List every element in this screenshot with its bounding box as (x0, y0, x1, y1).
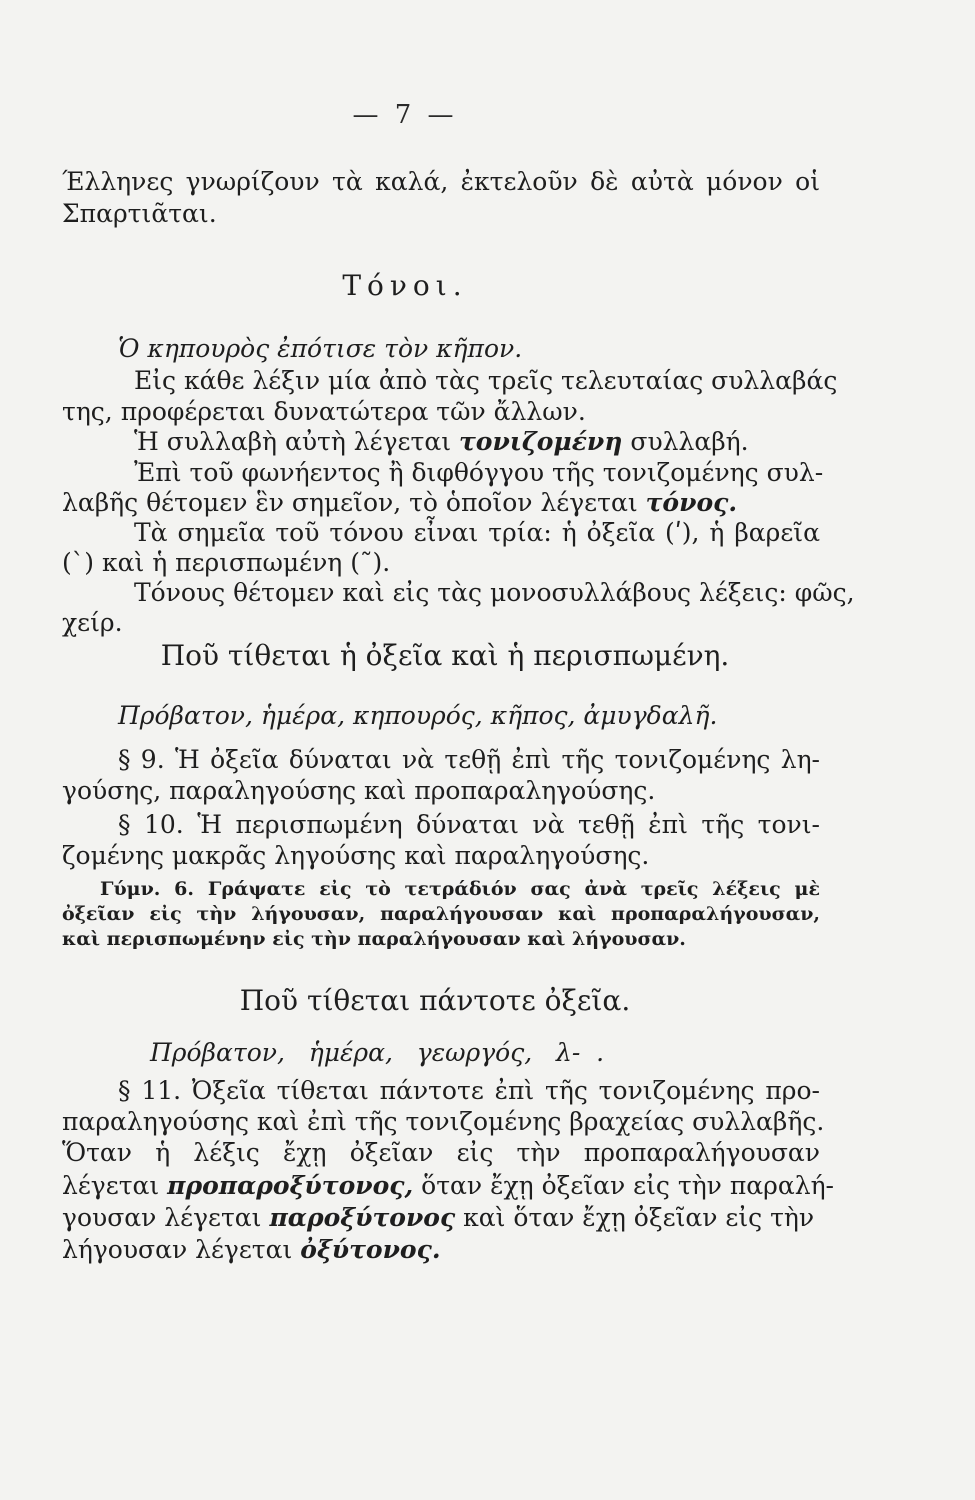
term-proparoxytonos: προπαροξύτονος, (167, 1171, 414, 1200)
paragraph-11-line-4 (62, 1170, 834, 1202)
example-words: Πρόβατον, ἡμέρα, κηπουρός, κῆπος, ἀμυγδαλῆ. (118, 701, 718, 730)
paragraph-9-line-1: § 9. Ἡ ὀξεῖα δύναται νὰ τεθῇ ἐπὶ τῆς τονιζομένης λη- (118, 745, 820, 774)
exercise-6-line-1: Γύμν. 6. Γράψατε εἰς τὸ τετράδιόν σας ἀνὰ τρεῖς λέξεις μὲ (100, 878, 820, 900)
line-6-start: λήγουσαν λέγεται (62, 1235, 293, 1264)
paragraph-10-line-2: ζομένης μακρᾶς ληγούσης καὶ παραληγούσης. (62, 841, 650, 870)
term-oxytonos: ὀξύτονος. (300, 1235, 441, 1264)
tonoi-line-6: Τὰ σημεῖα τοῦ τόνου εἶναι τρία: ἡ ὀξεῖα (ʹ), ἡ βαρεῖα (134, 518, 820, 547)
section-heading-pou: Ποῦ τίθεται ἡ ὀξεῖα καὶ ἡ περισπωμένη. (160, 639, 730, 672)
section-heading-pantote: Ποῦ τίθεται πάντοτε ὀξεῖα. (239, 984, 631, 1017)
line-4-start: λέγεται (62, 1171, 160, 1200)
term-paroxytonos: παροξύτονος (269, 1203, 456, 1232)
tonoi-line-7: (ˋ) καὶ ἡ περισπωμένη (῀). (62, 548, 391, 577)
exercise-6-line-3: καὶ περισπωμένην εἰς τὴν παραλήγουσαν καὶ λήγουσαν. (62, 928, 686, 950)
paragraph-11-line-3: Ὅταν ἡ λέξις ἔχῃ ὀξεῖαν εἰς τὴν προπαραλήγουσαν (62, 1138, 820, 1167)
paragraph-11-line-5 (62, 1202, 820, 1234)
intro-line-1: Έλληνες γνωρίζουν τὰ καλά, ἐκτελοῦν δὲ αὐτὰ μόνον οἱ (62, 167, 820, 196)
term-tonos: τόνος. (645, 488, 738, 517)
paragraph-11-line-6 (62, 1234, 820, 1266)
line-4-end: ὅταν ἔχῃ ὀξεῖαν εἰς τὴν παραλή- (421, 1171, 834, 1200)
tonoi-line-8: Τόνους θέτομεν καὶ εἰς τὰς μονοσυλλάβους λέξεις: φῶς, (134, 578, 855, 607)
section-heading-tonoi: Τόνοι. (342, 269, 468, 302)
paragraph-11-line-1: § 11. Ὀξεῖα τίθεται πάντοτε ἐπὶ τῆς τονιζομένης προ- (118, 1076, 820, 1105)
tonoi-line-3 (134, 426, 820, 458)
term-tonizomeni: τονιζομένη (458, 427, 623, 456)
tonoi-line-3-end: συλλαβή. (630, 427, 749, 456)
tonoi-line-5-text: λαβῆς θέτομεν ἓν σημεῖον, τὸ ὁποῖον λέγεται (62, 488, 638, 517)
paragraph-11-line-2: παραληγούσης καὶ ἐπὶ τῆς τονιζομένης βραχείας συλλαβῆς. (62, 1107, 825, 1136)
line-5-end: καὶ ὅταν ἔχῃ ὀξεῖαν εἰς τὴν (463, 1203, 815, 1232)
paragraph-9-line-2: γούσης, παραληγούσης καὶ προπαραληγούσης. (62, 776, 656, 805)
tonoi-line-5 (62, 487, 820, 519)
page-number: — 7 — (352, 100, 458, 130)
intro-line-2: Σπαρτιᾶται. (62, 199, 217, 228)
tonoi-line-9: χείρ. (62, 608, 123, 637)
paragraph-10-line-1: § 10. Ἡ περισπωμένη δύναται νὰ τεθῇ ἐπὶ τῆς τονι- (118, 810, 820, 839)
tonoi-line-2: της, προφέρεται δυνατώτερα τῶν ἄλλων. (62, 397, 586, 426)
line-5-start: γουσαν λέγεται (62, 1203, 262, 1232)
tonoi-line-3-text: Ἡ συλλαβὴ αὐτὴ λέγεται (134, 427, 452, 456)
example-sentence: Ὁ κηπουρὸς ἐπότισε τὸν κῆπον. (118, 334, 523, 363)
tonoi-line-4: Ἐπὶ τοῦ φωνήεντος ἢ διφθόγγου τῆς τονιζομένης συλ- (134, 458, 824, 487)
example-words-2: Πρόβατον, ἡμέρα, γεωργός, λ- . (150, 1038, 605, 1067)
exercise-6-line-2: ὀξεῖαν εἰς τὴν λήγουσαν, παραλήγουσαν καὶ προπαραλήγουσαν, (62, 903, 820, 925)
tonoi-line-1: Εἰς κάθε λέξιν μία ἀπὸ τὰς τρεῖς τελευταίας συλλαβάς (134, 366, 838, 395)
